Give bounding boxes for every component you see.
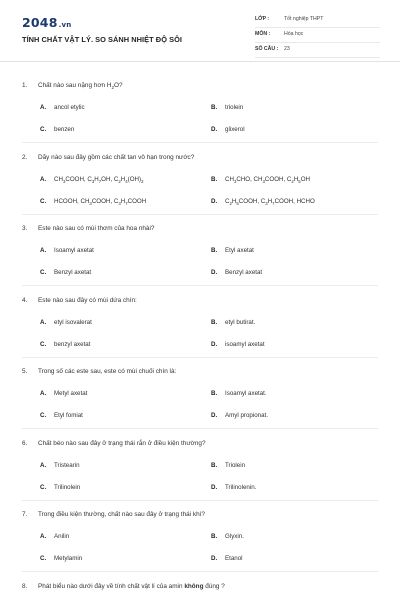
option-text: $CH_3CHO$, $CH_3COOH$, $C_2H_5OH$ [225,175,310,184]
option-letter: C. [40,483,47,491]
question-stem: Trong điều kiện thường, chất nào sau đây ở trạng thái khí? [38,511,205,518]
option-letter: C. [40,555,47,562]
option-text: Etyl axetat [225,247,254,254]
option-letter: B. [211,247,218,254]
option-letter: B. [211,390,218,397]
question-stem: Este nào sau đây có mùi dứa chín: [38,296,137,304]
option-letter: D. [211,483,218,491]
answer-option[interactable] [40,126,74,133]
option-text: Metyl axetat [54,390,88,397]
option-text: benzen [54,126,75,133]
question-divider [22,571,378,572]
question-text [22,225,154,232]
option-text: Benzyl axetat [54,269,92,276]
option-letter: C. [40,412,47,419]
question-text [22,368,176,375]
option-letter: A. [40,175,47,183]
question-number: 6. [22,439,28,447]
question-number: 5. [22,368,28,375]
option-letter: D. [211,340,218,348]
option-letter: B. [211,104,218,111]
answer-option[interactable] [211,462,245,469]
answer-option[interactable] [211,269,262,276]
question-stem: Trong số các este sau, este có mùi chuối chín là: [38,368,177,375]
answer-option[interactable] [40,104,85,111]
answer-option[interactable] [211,341,265,348]
question-number: 3. [22,225,28,232]
option-text: $C_2H_5COOH$, $C_3H_7COOH$, HCHO [225,197,315,206]
option-letter: A. [40,318,47,326]
meta-label-class: LỚP : [255,16,270,22]
option-text: ancol etylic [54,104,85,111]
option-letter: D. [211,412,218,419]
question-text [22,154,194,161]
option-text: Amyl propionat. [225,412,268,419]
answer-option[interactable] [40,555,82,562]
option-text: Etanol [225,555,243,562]
option-letter: C. [40,126,47,133]
option-letter: A. [40,247,47,254]
option-text: isoamyl axetat [225,340,265,348]
option-text: etyl isovalerat [54,318,92,326]
option-letter: C. [40,340,47,348]
answer-option[interactable] [211,412,268,419]
meta-label-count: SỐ CÂU : [255,46,279,52]
option-letter: B. [211,318,218,326]
option-letter: B. [211,533,218,540]
option-letter: D. [211,555,218,562]
answer-option[interactable] [211,555,243,562]
answer-option[interactable] [40,533,69,540]
option-text: Isoamyl axetat [54,247,94,254]
answer-option[interactable] [40,341,90,348]
meta-label-subject: MÔN : [255,31,271,37]
option-letter: B. [211,461,218,469]
question-divider [22,357,378,358]
question-divider [22,500,378,501]
option-text: etyl butirat. [225,318,256,326]
option-text: Anilin [54,533,70,540]
question-stem: Phát biểu nào dưới đây về tính chất vật lí của amin không đúng ? [38,582,225,590]
answer-option[interactable] [40,198,146,205]
option-text: HCOOH, $CH_3COOH$, $C_3H_7COOH$ [54,197,147,206]
option-letter: A. [40,104,47,111]
question-number: 2. [22,153,28,161]
answer-option[interactable] [211,176,310,183]
option-letter: C. [40,197,47,205]
question-number: 4. [22,296,28,304]
option-letter: A. [40,390,47,397]
question-text [22,583,225,590]
answer-option[interactable] [40,462,80,469]
question-divider [22,285,378,286]
option-text: Benzyl axetat [225,269,263,276]
answer-option[interactable] [211,247,254,254]
meta-value-subject: Hóa học [284,31,304,37]
option-text: Metylamin [54,555,83,562]
option-text: Trilinolenin. [225,483,257,491]
option-letter: D. [211,269,218,276]
question-divider [22,428,378,429]
meta-row-count [255,44,380,58]
option-text: $CH_3COOH$, $C_3H_7OH$, $C_2H_4(OH)_2$ [54,175,144,184]
answer-option[interactable] [40,247,94,254]
question-stem: Dãy nào sau đây gồm các chất tan vô hạn trong nước? [38,153,195,161]
answer-option[interactable] [211,533,244,540]
question-number: 8. [22,582,28,590]
answer-option[interactable] [211,484,256,491]
logo-suffix: .vn [58,21,72,29]
question-text [22,82,123,89]
option-letter: A. [40,461,47,469]
question-text [22,511,205,518]
option-text: Isoamyl axetat. [225,390,267,397]
meta-value-count: 23 [284,46,290,52]
option-letter: D. [211,197,218,205]
question-stem: Chất nào sau nặng hơn $H_2O$? [38,82,123,90]
answer-option[interactable] [40,412,83,419]
question-number: 1. [22,82,28,89]
question-number: 7. [22,511,28,518]
meta-row-class [255,14,380,28]
worksheet-header [0,0,400,62]
answer-option[interactable] [40,484,80,491]
answer-option[interactable] [40,319,92,326]
meta-row-subject [255,29,380,43]
option-letter: B. [211,175,218,183]
option-text: Etyl fomiat [54,412,83,419]
question-text [22,440,206,447]
question-stem: Chất béo nào sau đây ở trạng thái rắn ở điều kiện thường? [38,439,206,447]
option-letter: D. [211,126,218,133]
site-logo[interactable] [22,15,71,30]
option-text: Triolein [225,461,246,469]
option-letter: C. [40,269,47,276]
answer-option[interactable] [40,269,91,276]
meta-value-class: Tốt nghiệp THPT [284,16,324,22]
option-text: Tristearin [54,461,80,469]
option-text: Trilinolein [54,483,81,491]
answer-option[interactable] [40,176,144,183]
question-stem: Este nào sau có mùi thơm của hoa nhài? [38,225,155,232]
answer-option[interactable] [211,319,255,326]
option-text: Glyxin. [225,533,244,540]
option-letter: A. [40,533,47,540]
option-text: glixerol [225,126,245,133]
answer-option[interactable] [211,390,267,397]
question-text [22,297,137,304]
answer-option[interactable] [211,104,243,111]
question-divider [22,214,378,215]
answer-option[interactable] [40,390,87,397]
worksheet-title: TÍNH CHẤT VẬT LÝ. SO SÁNH NHIỆT ĐỘ SÔI [22,35,182,44]
answer-option[interactable] [211,126,245,133]
option-text: benzyl axetat [54,340,91,348]
option-text: triolein [225,104,244,111]
answer-option[interactable] [211,198,315,205]
question-divider [22,142,378,143]
logo-main: 2048 [22,15,58,30]
